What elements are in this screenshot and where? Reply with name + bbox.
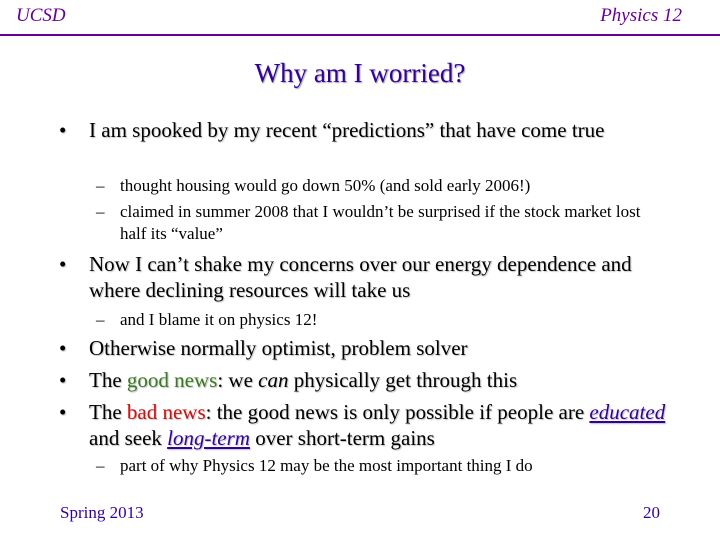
- sub-bullet-1-1-text: thought housing would go down 50% (and sold early 2006!): [120, 176, 531, 195]
- bullet-marker: •: [59, 252, 67, 276]
- bullet-5-and-seek: and seek: [89, 426, 168, 450]
- sub-bullet-5-1-text: part of why Physics 12 may be the most important thing I do: [120, 456, 533, 475]
- sub-bullet-1-2: [96, 201, 660, 245]
- sub-bullet-2-1-text: and I blame it on physics 12!: [120, 310, 318, 329]
- bullet-3: [59, 335, 679, 361]
- bullet-2-text: Now I can’t shake my concerns over our energy dependence and where declining resources will take us: [89, 252, 632, 302]
- bullet-marker: •: [59, 336, 67, 360]
- slide-title: Why am I worried?: [254, 58, 466, 88]
- sub-bullet-2-1: [96, 309, 660, 331]
- page-number: 20: [643, 503, 660, 522]
- bullet-5-rest: over short-term gains: [249, 426, 435, 450]
- header-right: Physics 12: [600, 5, 682, 26]
- bullet-4-rest: physically get through this: [288, 368, 518, 392]
- bullet-marker: •: [59, 400, 67, 424]
- educated-emphasis: educated: [589, 400, 666, 424]
- bullet-5-lead: The: [89, 400, 127, 424]
- sub-bullet-1-1: [96, 175, 660, 197]
- bullet-1: [59, 117, 679, 143]
- footer-term: Spring 2013: [60, 503, 144, 522]
- header-left: UCSD: [16, 5, 66, 26]
- bullet-4-lead: The: [89, 368, 127, 392]
- bullet-2: [59, 251, 679, 303]
- bullet-marker: •: [59, 368, 67, 392]
- bullet-5: [59, 399, 679, 451]
- bullet-4-colon: : we: [217, 368, 259, 392]
- dash-marker: –: [96, 176, 105, 195]
- bullet-3-text: Otherwise normally optimist, problem solver: [89, 336, 468, 360]
- dash-marker: –: [96, 456, 105, 475]
- bullet-marker: •: [59, 118, 67, 142]
- header-rule: [0, 34, 720, 36]
- bullet-1-text: I am spooked by my recent “predictions” that have come true: [89, 118, 605, 142]
- bullet-4: [59, 367, 679, 393]
- dash-marker: –: [96, 202, 105, 221]
- long-term-emphasis: long-term: [167, 426, 250, 450]
- bad-news-phrase: bad news: [126, 400, 206, 424]
- bullet-5-mid: : the good news is only possible if people are: [205, 400, 590, 424]
- good-news-phrase: good news: [126, 368, 218, 392]
- sub-bullet-1-2-text: claimed in summer 2008 that I wouldn’t be surprised if the stock market lost half its “value”: [120, 202, 641, 243]
- dash-marker: –: [96, 310, 105, 329]
- sub-bullet-5-1: [96, 455, 660, 477]
- can-emphasis: can: [258, 368, 289, 392]
